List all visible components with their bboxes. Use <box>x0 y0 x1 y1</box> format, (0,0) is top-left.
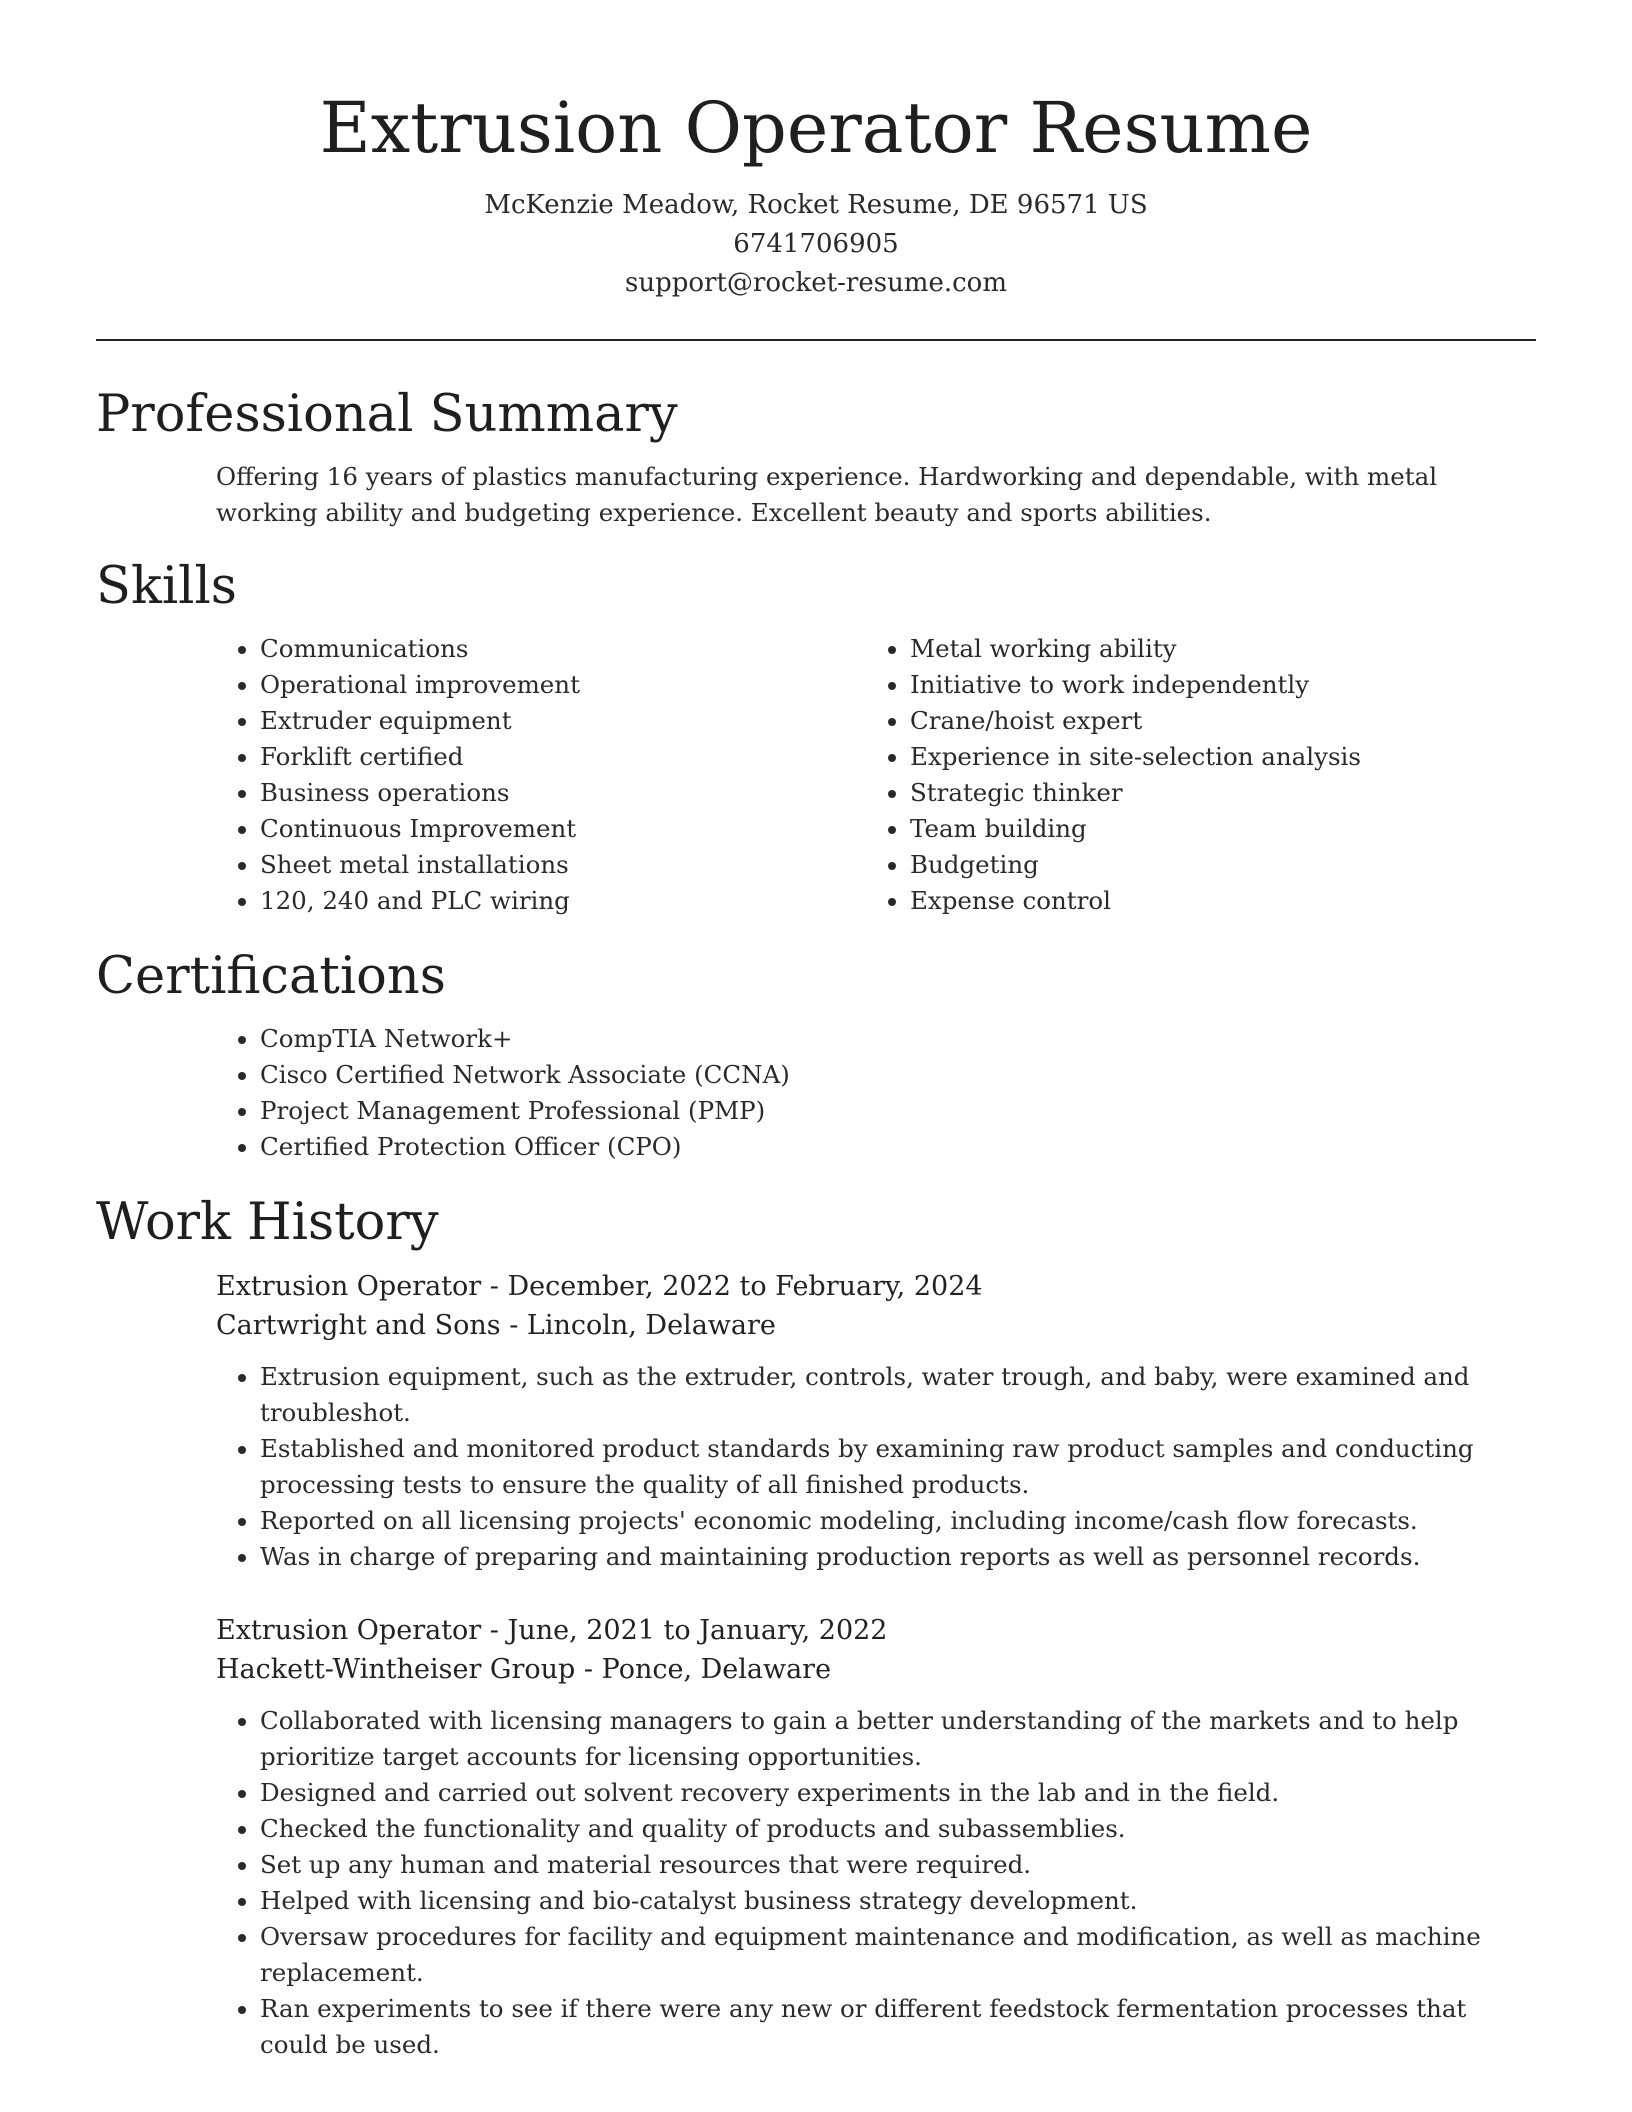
certification-item: • Certified Protection Officer (CPO) <box>260 1129 1536 1165</box>
skills-list-right <box>866 631 1516 919</box>
skill-item: • Team building <box>910 811 1516 847</box>
certifications-section <box>96 945 1536 1165</box>
contact-block <box>96 186 1536 303</box>
job-bullet: • Extrusion equipment, such as the extruder, controls, water trough, and baby, were examined and troubleshot. <box>260 1359 1536 1431</box>
resume-title: Extrusion Operator Resume <box>319 87 1313 169</box>
skills-grid <box>96 631 1536 919</box>
contact-email: support@rocket-resume.com <box>624 268 1007 298</box>
certifications-heading: Certifications <box>96 947 446 1006</box>
job-bullet: • Collaborated with licensing managers to gain a better understanding of the markets and to help prioritize target accounts for licensing opportunities. <box>260 1703 1536 1775</box>
certifications-list <box>216 1021 1536 1165</box>
summary-heading: Professional Summary <box>96 385 678 444</box>
skill-item: • Forklift certified <box>260 739 866 775</box>
job-entry <box>216 1611 1536 2063</box>
job-bullets <box>216 1703 1536 2063</box>
job-bullet: • Established and monitored product standards by examining raw product samples and conducting processing tests to ensure the quality of all finished products. <box>260 1431 1536 1503</box>
skill-item: • Crane/hoist expert <box>910 703 1516 739</box>
skill-item: • Communications <box>260 631 866 667</box>
summary-text: Offering 16 years of plastics manufacturing experience. Hardworking and dependable, with metal working ability and budgeting experience. Excellent beauty and sports abilities. <box>216 462 1438 527</box>
job-bullet: • Set up any human and material resources that were required. <box>260 1847 1536 1883</box>
skill-item: • Initiative to work independently <box>910 667 1516 703</box>
job-bullet: • Was in charge of preparing and maintaining production reports as well as personnel records. <box>260 1539 1536 1575</box>
job-bullet: • Designed and carried out solvent recovery experiments in the lab and in the field. <box>260 1775 1536 1811</box>
skill-item: • Expense control <box>910 883 1516 919</box>
skill-item: • Budgeting <box>910 847 1516 883</box>
work-history-heading: Work History <box>96 1193 439 1252</box>
skills-column-right <box>866 631 1516 919</box>
job-entry <box>216 1267 1536 1575</box>
job-bullet: • Oversaw procedures for facility and equipment maintenance and modification, as well as machine replacement. <box>260 1919 1536 1991</box>
skill-item: • 120, 240 and PLC wiring <box>260 883 866 919</box>
skill-item: • Business operations <box>260 775 866 811</box>
job-bullets <box>216 1359 1536 1575</box>
jobs-container <box>96 1267 1536 2063</box>
job-bullet: • Reported on all licensing projects' economic modeling, including income/cash flow forecasts. <box>260 1503 1536 1539</box>
job-title-line: Extrusion Operator - December, 2022 to February, 2024 <box>216 1271 983 1302</box>
job-title-line: Extrusion Operator - June, 2021 to January, 2022 <box>216 1615 888 1646</box>
job-company-line: Cartwright and Sons - Lincoln, Delaware <box>216 1310 776 1341</box>
skills-list-left <box>216 631 866 919</box>
certification-item: • Cisco Certified Network Associate (CCNA) <box>260 1057 1536 1093</box>
resume-header <box>96 0 1536 303</box>
job-bullet: • Helped with licensing and bio-catalyst business strategy development. <box>260 1883 1536 1919</box>
skills-column-left <box>216 631 866 919</box>
job-company-line: Hackett-Wintheiser Group - Ponce, Delaware <box>216 1654 832 1685</box>
header-divider <box>96 339 1536 341</box>
contact-address: McKenzie Meadow, Rocket Resume, DE 96571 US <box>484 190 1148 220</box>
skill-item: • Sheet metal installations <box>260 847 866 883</box>
work-history-section <box>96 1191 1536 2063</box>
job-bullet: • Checked the functionality and quality of products and subassemblies. <box>260 1811 1536 1847</box>
contact-phone: 6741706905 <box>733 229 899 259</box>
skill-item: • Strategic thinker <box>910 775 1516 811</box>
skill-item: • Operational improvement <box>260 667 866 703</box>
summary-section <box>96 383 1536 531</box>
job-bullet: • Ran experiments to see if there were any new or different feedstock fermentation processes that could be used. <box>260 1991 1536 2063</box>
skills-section <box>96 555 1536 919</box>
skill-item: • Extruder equipment <box>260 703 866 739</box>
skill-item: • Experience in site-selection analysis <box>910 739 1516 775</box>
certification-item: • CompTIA Network+ <box>260 1021 1536 1057</box>
skills-heading: Skills <box>96 557 237 616</box>
skill-item: • Metal working ability <box>910 631 1516 667</box>
skill-item: • Continuous Improvement <box>260 811 866 847</box>
certification-item: • Project Management Professional (PMP) <box>260 1093 1536 1129</box>
